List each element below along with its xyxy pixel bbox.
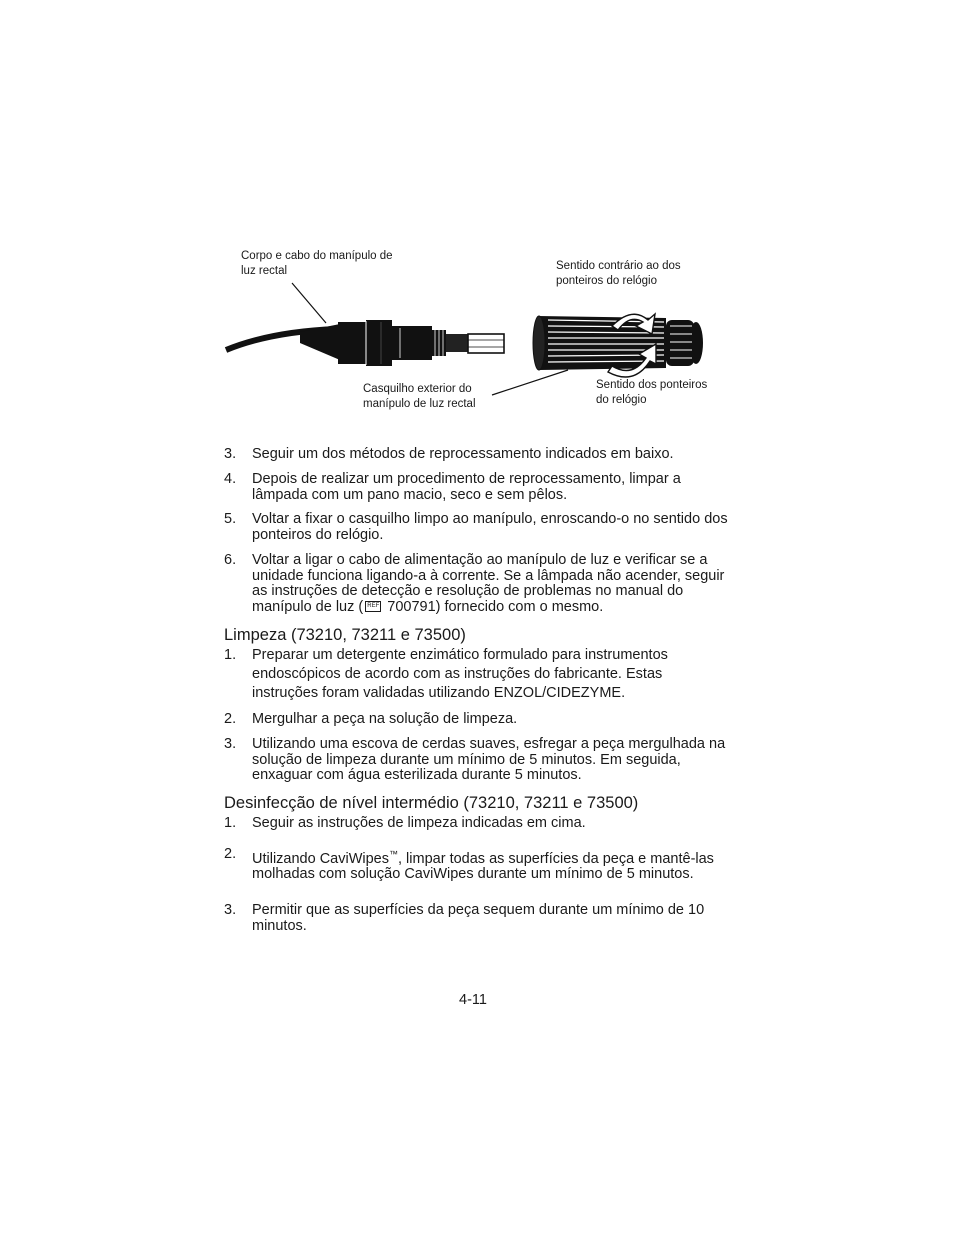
label-clockwise: Sentido dos ponteiros do relógio [596, 379, 708, 406]
step-text: Voltar a ligar o cabo de alimentação ao manípulo de luz e verificar se a unidade funciona ligando-a à corrente. Se a lâmpada não acender, seguir as instruções de detecção e resolução de problemas no manual do manípulo de luz ( REF 700791) fornecido com o mesmo. [252, 552, 725, 615]
step-text: Utilizando uma escova de cerdas suaves, esfregar a peça mergulhada na solução de limpeza durante um mínimo de 5 minutos. Em seguida, enxaguar com água esterilizada durante 5 minutos. [252, 736, 726, 783]
step-number: 4. [224, 471, 237, 487]
illustration [0, 0, 954, 430]
step-text: Seguir um dos métodos de reprocessamento indicados em baixo. [252, 446, 674, 462]
ref-symbol-icon: REF [365, 601, 381, 612]
step-text: Depois de realizar um procedimento de reprocessamento, limpar a lâmpada com um pano macio, seco e sem pêlos. [252, 471, 681, 503]
handle-and-sleeve-drawing [0, 0, 954, 430]
step-text: Voltar a fixar o casquilho limpo ao manípulo, enroscando-o no sentido dos ponteiros do relógio. [252, 511, 728, 543]
step-number: 1. [224, 815, 237, 831]
step-number: 2. [224, 711, 237, 727]
step-number: 1. [224, 647, 237, 663]
step-number: 6. [224, 552, 237, 568]
label-handle-body: Corpo e cabo do manípulo de luz rectal [241, 250, 393, 277]
step-text: Mergulhar a peça na solução de limpeza. [252, 711, 518, 727]
step-text: Permitir que as superfícies da peça sequem durante um mínimo de 10 minutos. [252, 902, 705, 934]
page-number: 4-11 [459, 992, 487, 1008]
section-heading-disinfection: Desinfecção de nível intermédio (73210, 73211 e 73500) [224, 794, 639, 812]
step-text: Seguir as instruções de limpeza indicadas em cima. [252, 815, 586, 831]
label-counterclockwise: Sentido contrário ao dos ponteiros do relógio [556, 260, 681, 287]
section-heading-cleaning: Limpeza (73210, 73211 e 73500) [224, 626, 466, 644]
step-number: 3. [224, 736, 237, 752]
step-text: Preparar um detergente enzimático formulado para instrumentos endoscópicos de acordo com as instruções do fabricante. Estas instruções foram validadas utilizando ENZOL/CIDEZYME. [252, 647, 668, 701]
step-number: 5. [224, 511, 237, 527]
step-number: 3. [224, 902, 237, 918]
label-outer-sleeve: Casquilho exterior do manípulo de luz rectal [363, 383, 476, 410]
step-number: 3. [224, 446, 237, 462]
step-number: 2. [224, 846, 237, 862]
trademark-symbol: ™ [389, 849, 398, 859]
step-text: Utilizando CaviWipes™, limpar todas as superfícies da peça e mantê-las molhadas com solução CaviWipes durante um mínimo de 5 minutos. [252, 849, 714, 883]
